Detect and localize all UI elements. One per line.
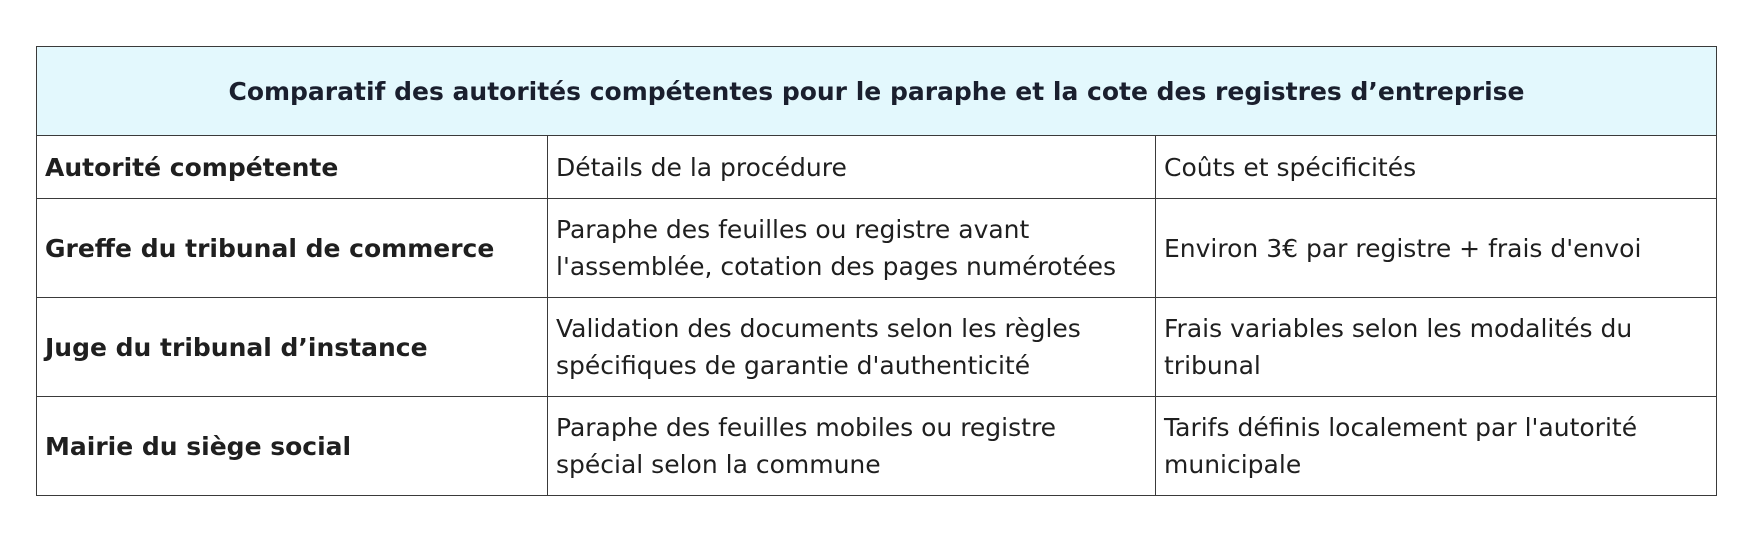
row-procedure: Paraphe des feuilles mobiles ou registre spécial selon la commune bbox=[548, 397, 1156, 496]
table-row bbox=[37, 397, 1717, 496]
table-row bbox=[37, 298, 1717, 397]
row-costs: Tarifs définis localement par l'autorité municipale bbox=[1156, 397, 1717, 496]
row-procedure: Validation des documents selon les règles spécifiques de garantie d'authenticité bbox=[548, 298, 1156, 397]
table-title-row bbox=[37, 47, 1717, 136]
header-costs: Coûts et spécificités bbox=[1156, 136, 1717, 199]
table-title: Comparatif des autorités compétentes pour le paraphe et la cote des registres d’entreprise bbox=[37, 47, 1717, 136]
row-procedure: Paraphe des feuilles ou registre avant l'assemblée, cotation des pages numérotées bbox=[548, 199, 1156, 298]
comparison-table bbox=[36, 46, 1717, 496]
table-row bbox=[37, 199, 1717, 298]
table-header-row bbox=[37, 136, 1717, 199]
header-authority: Autorité compétente bbox=[37, 136, 548, 199]
row-authority: Greffe du tribunal de commerce bbox=[37, 199, 548, 298]
row-costs: Environ 3€ par registre + frais d'envoi bbox=[1156, 199, 1717, 298]
header-procedure: Détails de la procédure bbox=[548, 136, 1156, 199]
row-authority: Mairie du siège social bbox=[37, 397, 548, 496]
row-authority: Juge du tribunal d’instance bbox=[37, 298, 548, 397]
row-costs: Frais variables selon les modalités du tribunal bbox=[1156, 298, 1717, 397]
